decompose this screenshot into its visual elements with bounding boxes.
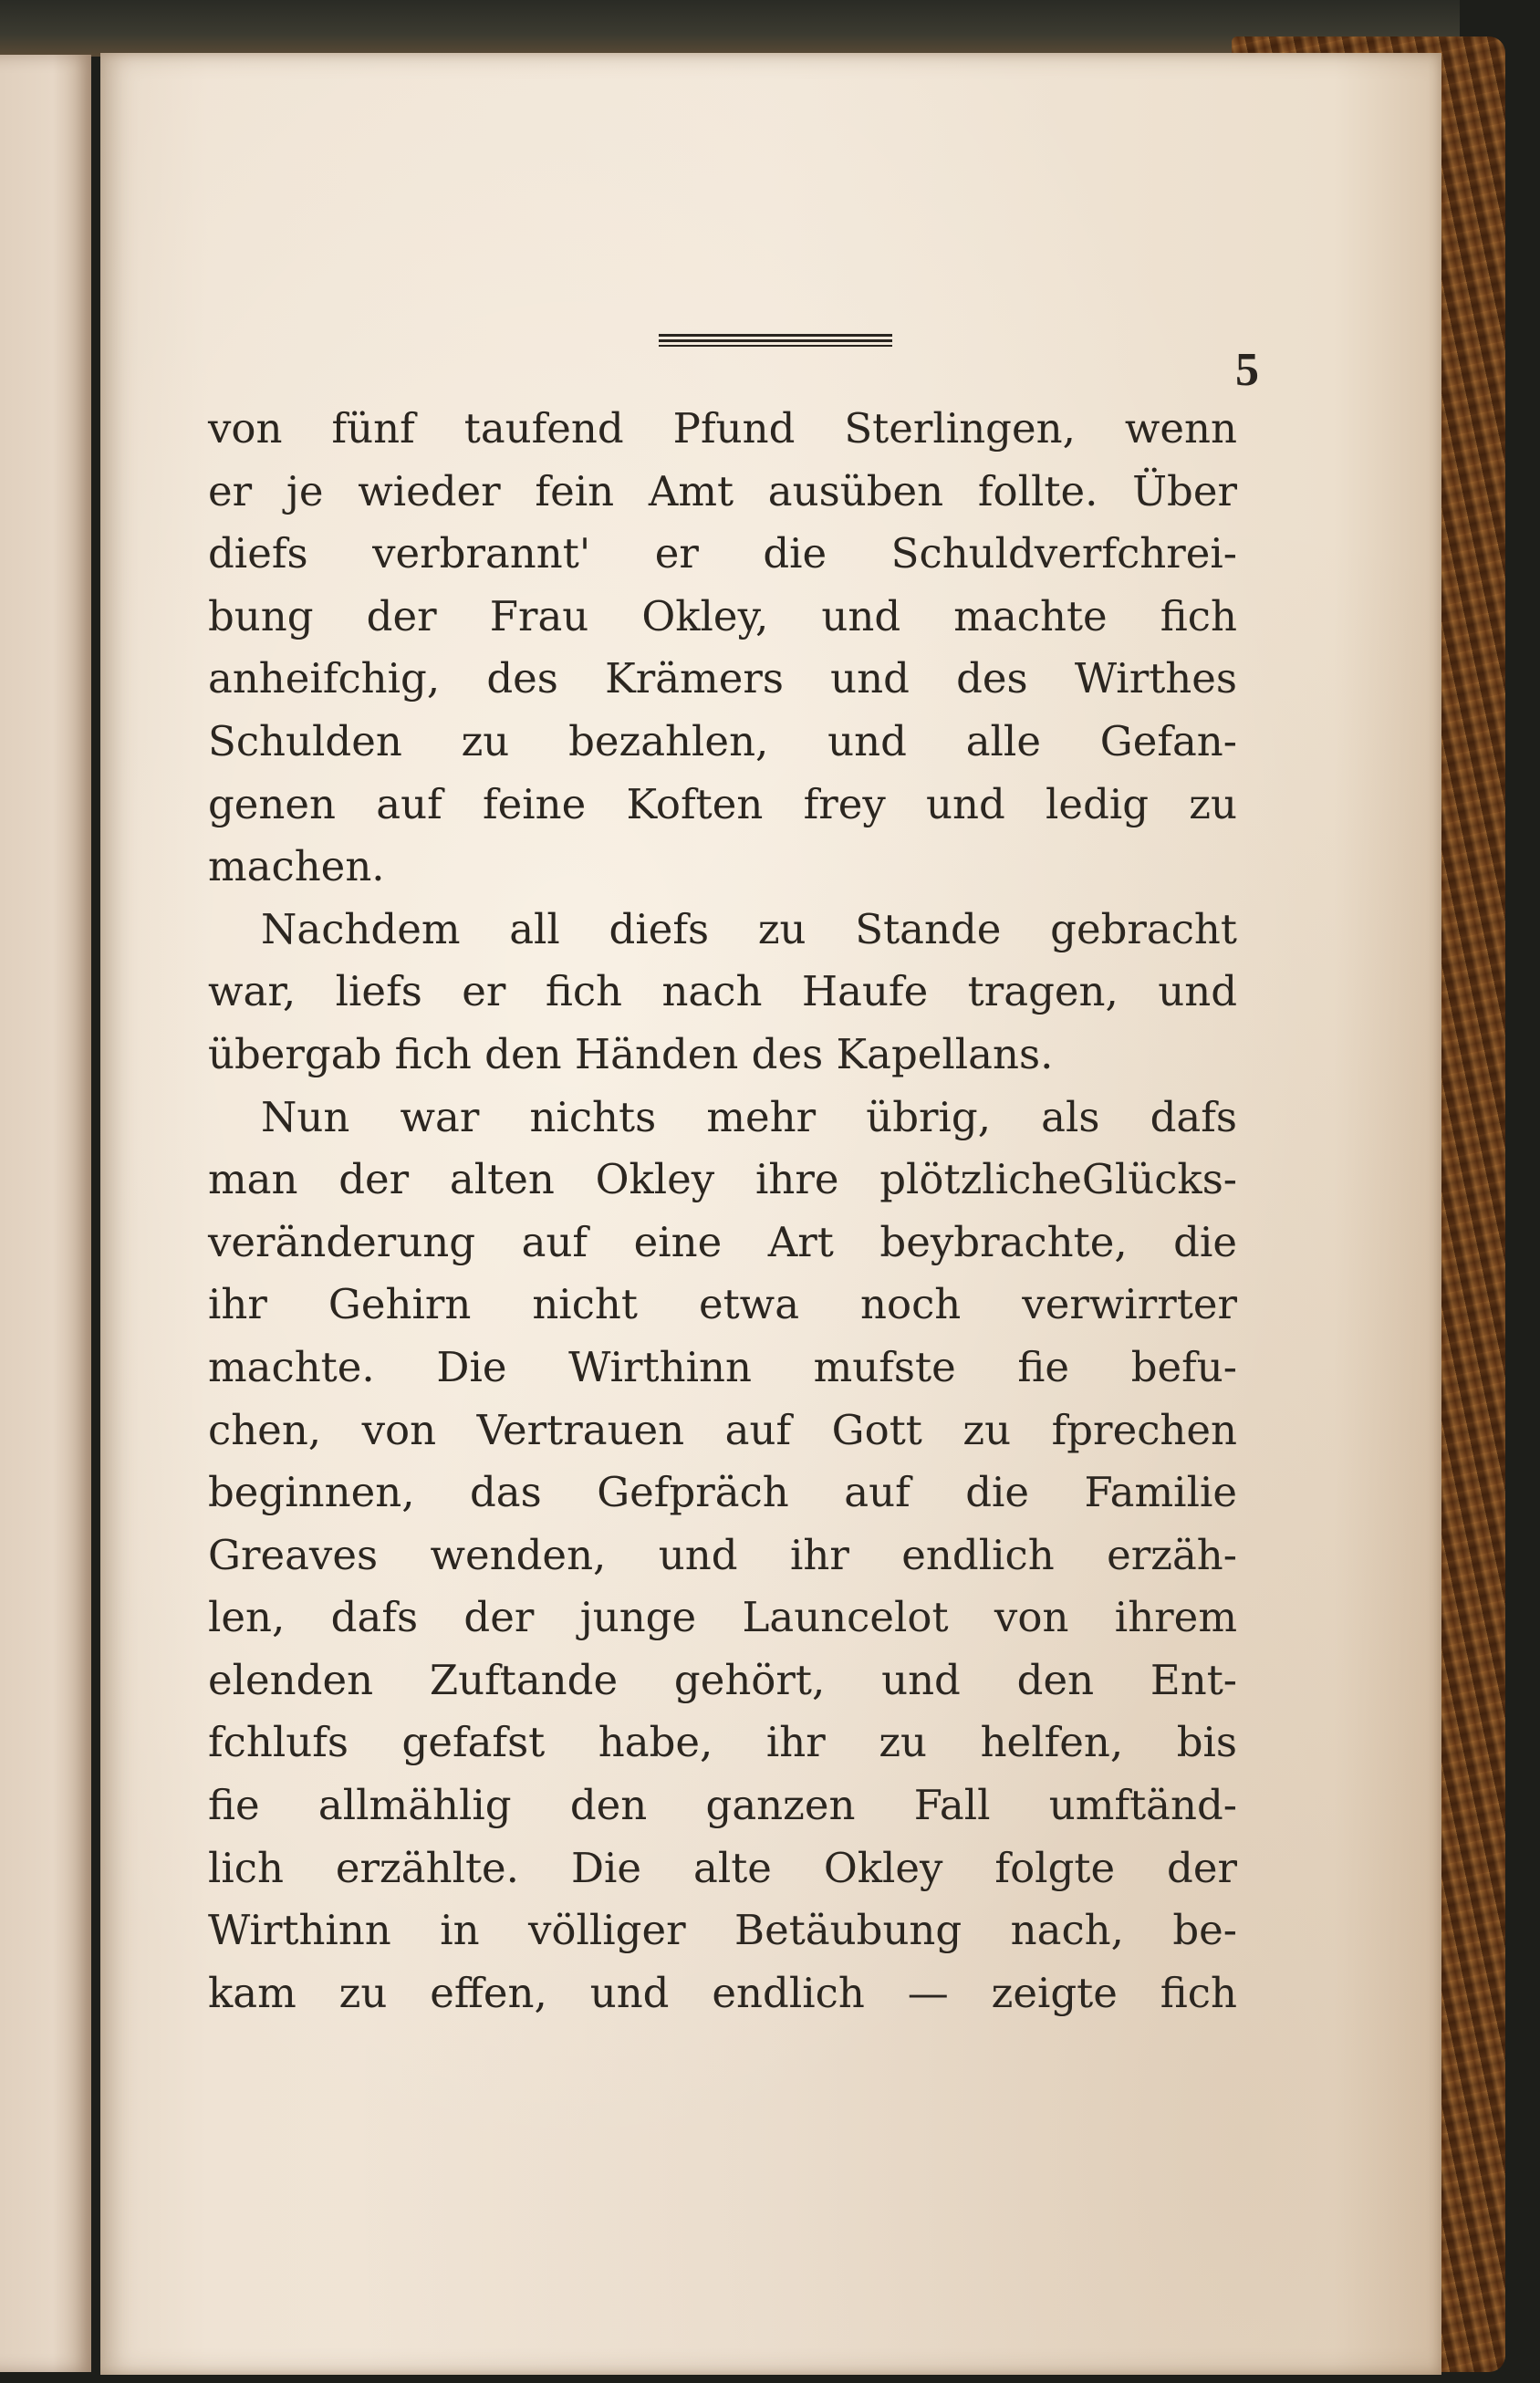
body-text (208, 398, 1237, 2024)
book-page (100, 53, 1441, 2375)
text-line: kam zu effen, und endlich — zeigte fich (208, 1968, 1237, 2017)
text-line: bung der Frau Okley, und machte fich (208, 591, 1237, 640)
text-line: Wirthinn in völliger Betäubung nach, be- (208, 1906, 1237, 1955)
text-line: fie allmählig den ganzen Fall umftänd- (208, 1781, 1237, 1830)
previous-page-edge (0, 55, 91, 2372)
text-line: machte. Die Wirthinn mufste fie befu- (208, 1342, 1237, 1391)
text-line: er je wieder fein Amt ausüben follte. Über (208, 466, 1237, 515)
text-line: machen. (208, 842, 385, 891)
text-line: beginnen, das Gefpräch auf die Familie (208, 1468, 1237, 1517)
text-line: war, liefs er fich nach Haufe tragen, und (208, 967, 1237, 1016)
text-line: chen, von Vertrauen auf Gott zu fprechen (208, 1405, 1237, 1454)
text-line: von fünf taufend Pfund Sterlingen, wenn (208, 404, 1237, 453)
text-line: Nachdem all diefs zu Stande gebracht (261, 904, 1237, 953)
text-line: veränderung auf eine Art beybrachte, die (208, 1217, 1237, 1266)
text-line: übergab fich den Händen des Kapellans. (208, 1029, 1054, 1078)
text-line: ihr Gehirn nicht etwa noch verwirrter (208, 1280, 1237, 1329)
text-line: lich erzählte. Die alte Okley folgte der (208, 1843, 1237, 1892)
text-line: diefs verbrannt' er die Schuldverfchrei- (208, 529, 1237, 578)
text-line: len, dafs der junge Launcelot von ihrem (208, 1593, 1237, 1642)
header-rule (659, 334, 892, 349)
text-line: Schulden zu bezahlen, und alle Gefan- (208, 716, 1237, 765)
text-line: Nun war nichts mehr übrig, als dafs (261, 1092, 1237, 1141)
text-line: fchlufs gefafst habe, ihr zu helfen, bis (208, 1718, 1237, 1767)
text-line: anheifchig, des Krämers und des Wirthes (208, 654, 1237, 703)
text-line: genen auf feine Koften frey und ledig zu (208, 779, 1237, 828)
text-line: Greaves wenden, und ihr endlich erzäh- (208, 1530, 1237, 1579)
text-line: man der alten Okley ihre plötzlicheGlücks- (208, 1155, 1237, 1204)
page-number: 5 (1235, 344, 1259, 396)
text-line: elenden Zuftande gehört, und den Ent- (208, 1655, 1237, 1704)
